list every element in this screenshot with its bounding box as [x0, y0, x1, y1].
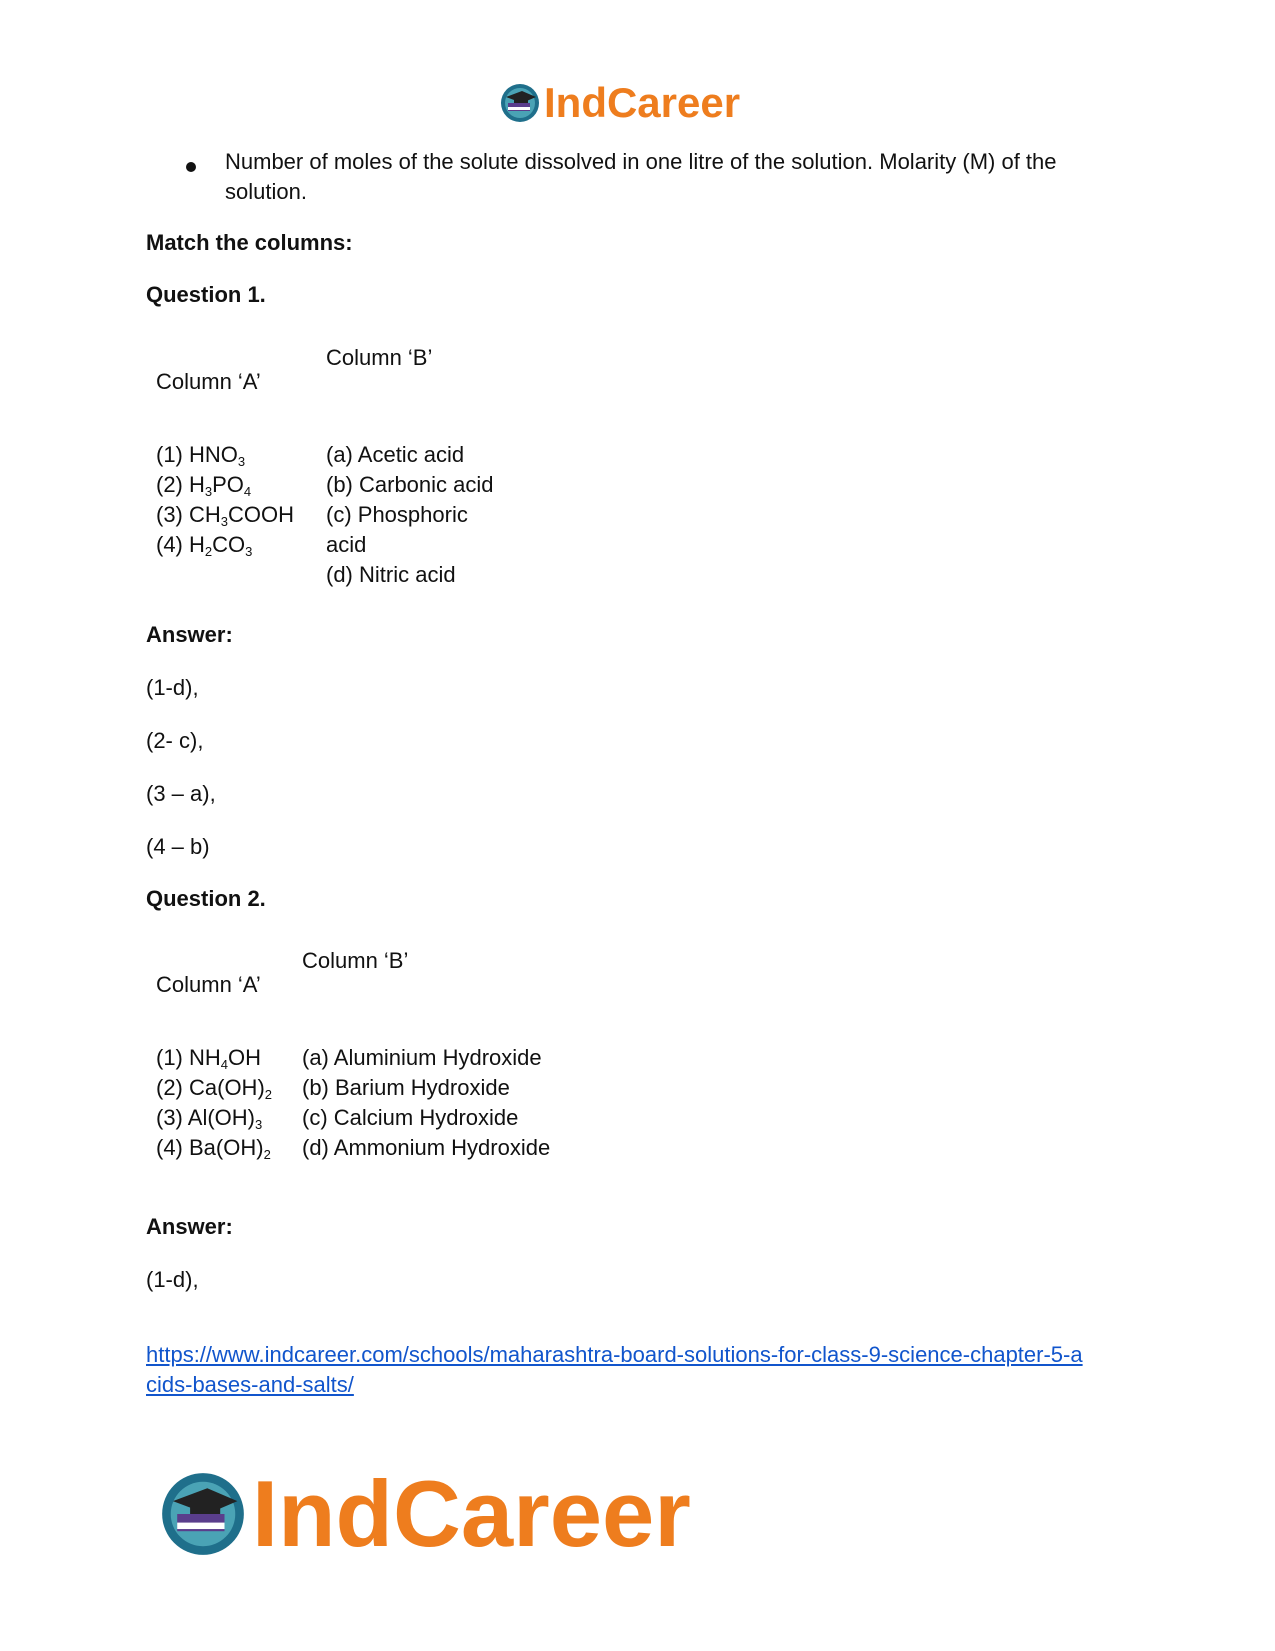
source-link-line-1: https://www.indcareer.com/schools/maharashtra-board-solutions-for-class-9-science-chapter-5-a [146, 1342, 1083, 1367]
q1-b-item-4: (d) Nitric acid [326, 562, 456, 587]
indcareer-logo-top [500, 80, 740, 126]
q2-a-item-2: (2) $Ca(OH)_2$ [156, 1075, 273, 1102]
q2-b-item-1: (a) Aluminium Hydroxide [302, 1045, 542, 1070]
q2-column-b-header: Column ‘B’ [302, 948, 409, 973]
q1-b-item-1: (a) Acetic acid [326, 442, 465, 467]
bullet-text: Number of moles of the solute dissolved in one litre of the solution. Molarity (M) of the solution. [225, 149, 1057, 204]
bullet-dot [186, 162, 196, 172]
q2-answer-1: (1-d), [146, 1267, 199, 1292]
source-link-line-2: cids-bases-and-salts/ [146, 1372, 354, 1397]
logo-text: IndCareer [544, 79, 741, 126]
q1-a-item-4: (4) $H_2CO_3$ [156, 532, 253, 559]
q1-column-b [326, 440, 494, 590]
q2-b-item-4: (d) Ammonium Hydroxide [302, 1135, 551, 1160]
q2-a-item-4: (4) $Ba(OH)_2$ [156, 1135, 271, 1162]
q1-answer-4: (4 – b) [146, 834, 210, 859]
q1-answer-label: Answer: [146, 622, 233, 647]
q1-column-a-header: Column ‘A’ [156, 369, 261, 394]
question-2-title: Question 2. [146, 886, 266, 911]
logo-text: IndCareer [252, 1461, 691, 1566]
q1-a-item-3: (3) $CH_3COOH$ [156, 502, 295, 529]
graduation-cap-icon [160, 1471, 246, 1557]
q1-b-item-3: (c) Phosphoric [326, 502, 468, 527]
q2-a-item-3: (3) $Al(OH)_3$ [156, 1105, 263, 1132]
q1-answer-1: (1-d), [146, 675, 199, 700]
q1-answer-3: (3 – a), [146, 781, 216, 806]
q1-a-item-2: (2) $H_3PO_4$ [156, 472, 252, 499]
q1-b-item-3-cont: acid [326, 532, 367, 557]
q2-b-item-3: (c) Calcium Hydroxide [302, 1105, 519, 1130]
q1-b-item-2: (b) Carbonic acid [326, 472, 494, 497]
indcareer-logo-bottom [160, 1461, 691, 1566]
question-1-title: Question 1. [146, 282, 266, 307]
q2-a-item-1: (1) $NH_4OH$ [156, 1045, 262, 1072]
q1-column-b-header: Column ‘B’ [326, 345, 433, 370]
q1-answer-2: (2- c), [146, 728, 204, 753]
source-link[interactable] [146, 1340, 1136, 1400]
q1-a-item-1: (1) $HNO_3$ [156, 442, 246, 469]
section-heading: Match the columns: [146, 230, 353, 255]
q1-column-a [156, 440, 294, 560]
q2-b-item-2: (b) Barium Hydroxide [302, 1075, 510, 1100]
q2-answer-label: Answer: [146, 1214, 233, 1239]
q2-column-a [156, 1043, 272, 1163]
q2-column-a-header: Column ‘A’ [156, 972, 261, 997]
q2-column-b [302, 1043, 550, 1163]
graduation-cap-icon [500, 83, 540, 123]
